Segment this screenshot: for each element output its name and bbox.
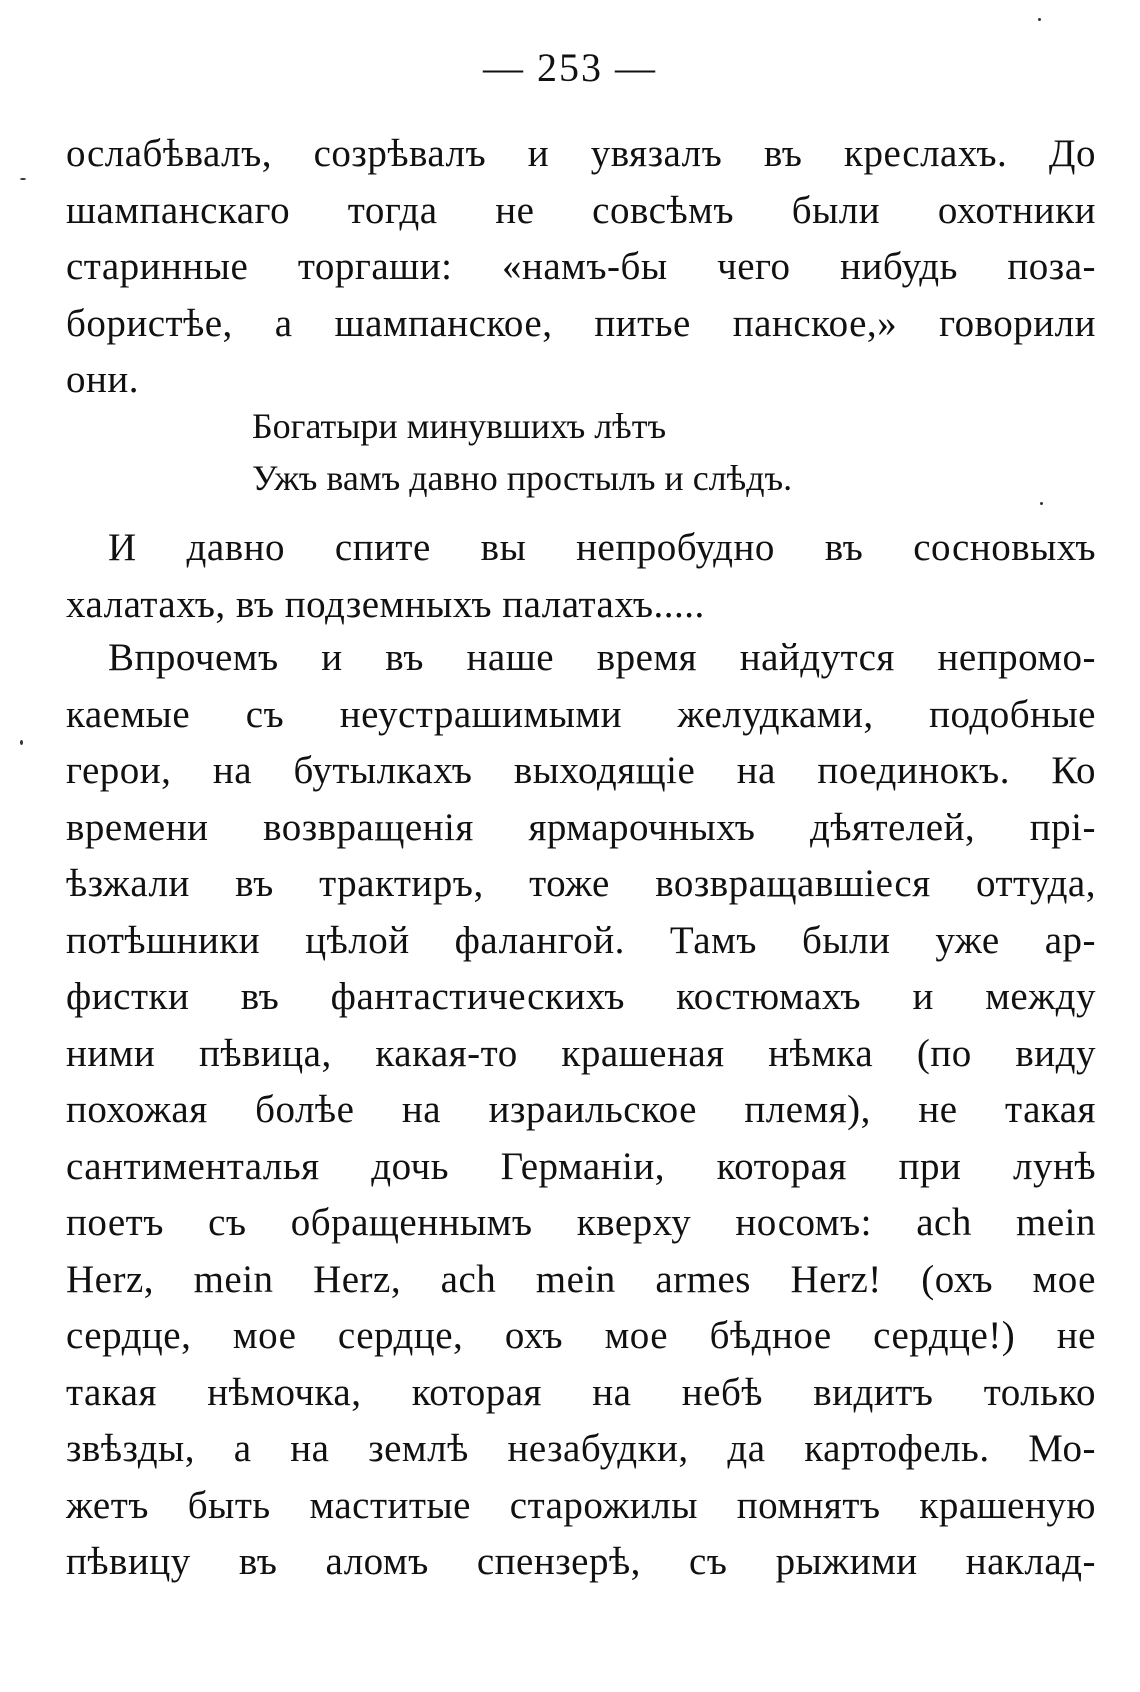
paragraph-3-line: пѣвицу въ аломъ спензерѣ, съ рыжими наклад-: [66, 1540, 1096, 1583]
paragraph-3: [66, 630, 1096, 1591]
paragraph-3-line: герои, на бутылкахъ выходящіе на поединокъ. Ко: [66, 749, 1096, 792]
paragraph-2: [66, 520, 1096, 633]
scan-speck: [1040, 502, 1043, 505]
paragraph-1-line: ослабѣвалъ, созрѣвалъ и увязалъ въ креслахъ. До: [66, 132, 1096, 175]
verse-line: Ужъ вамъ давно простылъ и слѣдъ.: [252, 458, 793, 498]
paragraph-3-line: каемые съ неустрашимыми желудками, подобные: [66, 692, 1096, 736]
paragraph-3-line: потѣшники цѣлой фалангой. Тамъ были уже ар-: [66, 918, 1096, 962]
paragraph-3-line: сантименталья дочь Германіи, которая при лунѣ: [66, 1144, 1096, 1188]
paragraph-2-line: халатахъ, въ подземныхъ палатахъ.....: [66, 582, 705, 626]
scan-speck: [20, 740, 23, 745]
scan-speck: [20, 178, 26, 180]
paragraph-1-line: они.: [66, 358, 139, 401]
paragraph-3-line: сердце, мое сердце, охъ мое бѣдное сердце!) не: [66, 1314, 1096, 1357]
verse-quote: [252, 400, 952, 504]
paragraph-3-line: похожая болѣе на израильское племя), не такая: [66, 1088, 1096, 1131]
paragraph-3-line: ѣзжали въ трактиръ, тоже возвращавшіеся оттуда,: [66, 862, 1096, 905]
page-number: — 253 —: [483, 45, 657, 90]
paragraph-3-line: фистки въ фантастическихъ костюмахъ и между: [66, 975, 1096, 1018]
paragraph-1-line: бористѣе, а шампанское, питье панское,» говорили: [66, 301, 1096, 345]
paragraph-3-line: ними пѣвица, какая-то крашеная нѣмка (по виду: [66, 1031, 1096, 1075]
paragraph-3-line: жетъ быть маститые старожилы помнятъ крашеную: [66, 1483, 1096, 1527]
paragraph-3-line: звѣзды, а на землѣ незабудки, да картофель. Мо-: [66, 1427, 1096, 1470]
verse-line: Богатыри минувшихъ лѣтъ: [252, 406, 667, 446]
paragraph-3-line: поетъ съ обращеннымъ кверху носомъ: ach mein: [66, 1201, 1096, 1244]
paragraph-3-line: времени возвращенія ярмарочныхъ дѣятелей, прі-: [66, 805, 1096, 849]
paragraph-1-line: шампанскаго тогда не совсѣмъ были охотники: [66, 188, 1096, 232]
paragraph-3-line: Впрочемъ и въ наше время найдутся непромо-: [108, 636, 1096, 679]
paragraph-2-line: И давно спите вы непробудно въ сосновыхъ: [108, 526, 1096, 569]
paragraph-1: [66, 126, 1096, 409]
paragraph-3-line: Herz, mein Herz, ach mein armes Herz! (охъ мое: [66, 1257, 1096, 1301]
paragraph-3-line: такая нѣмочка, которая на небѣ видитъ только: [66, 1370, 1096, 1414]
scan-speck: [1038, 18, 1041, 21]
paragraph-1-line: старинные торгаши: «намъ-бы чего нибудь поза-: [66, 245, 1096, 288]
